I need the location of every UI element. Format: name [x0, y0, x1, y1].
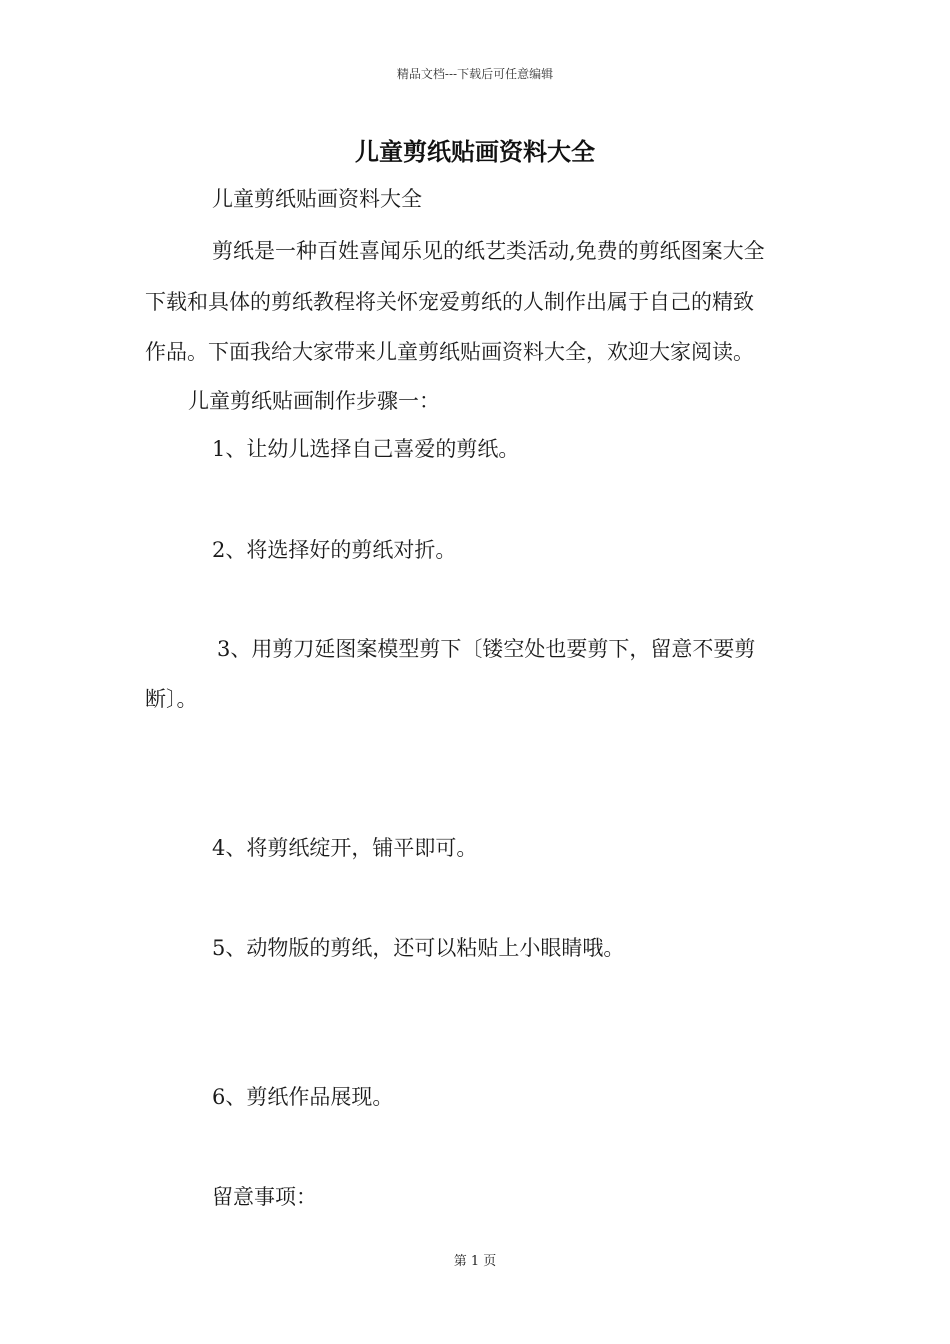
step-5: 5、动物版的剪纸，还可以粘贴上小眼睛哦。 [212, 936, 625, 960]
document-subtitle: 儿童剪纸贴画资料大全 [212, 187, 422, 211]
step-4: 4、将剪纸绽开，铺平即可。 [212, 836, 478, 860]
page-header: 精品文档---下载后可任意编辑 [396, 67, 554, 81]
step-3-line-1: 3、用剪刀延图案模型剪下〔镂空处也要剪下，留意不要剪 [217, 637, 756, 661]
steps-heading: 儿童剪纸贴画制作步骤一： [188, 389, 440, 413]
step-6: 6、剪纸作品展现。 [212, 1085, 394, 1109]
intro-line-2: 下载和具体的剪纸教程将关怀宠爱剪纸的人制作出属于自己的精致 [145, 290, 754, 314]
document-title: 儿童剪纸贴画资料大全 [355, 137, 595, 166]
step-3-line-2: 断〕。 [145, 687, 198, 711]
step-1: 1、让幼儿选择自己喜爱的剪纸。 [212, 437, 520, 461]
intro-line-3: 作品。下面我给大家带来儿童剪纸贴画资料大全，欢迎大家阅读。 [145, 340, 754, 364]
notes-heading: 留意事项： [212, 1185, 317, 1209]
step-2: 2、将选择好的剪纸对折。 [212, 538, 457, 562]
intro-line-1: 剪纸是一种百姓喜闻乐见的纸艺类活动,免费的剪纸图案大全 [212, 239, 765, 263]
page-number: 第 1 页 [453, 1254, 497, 1269]
